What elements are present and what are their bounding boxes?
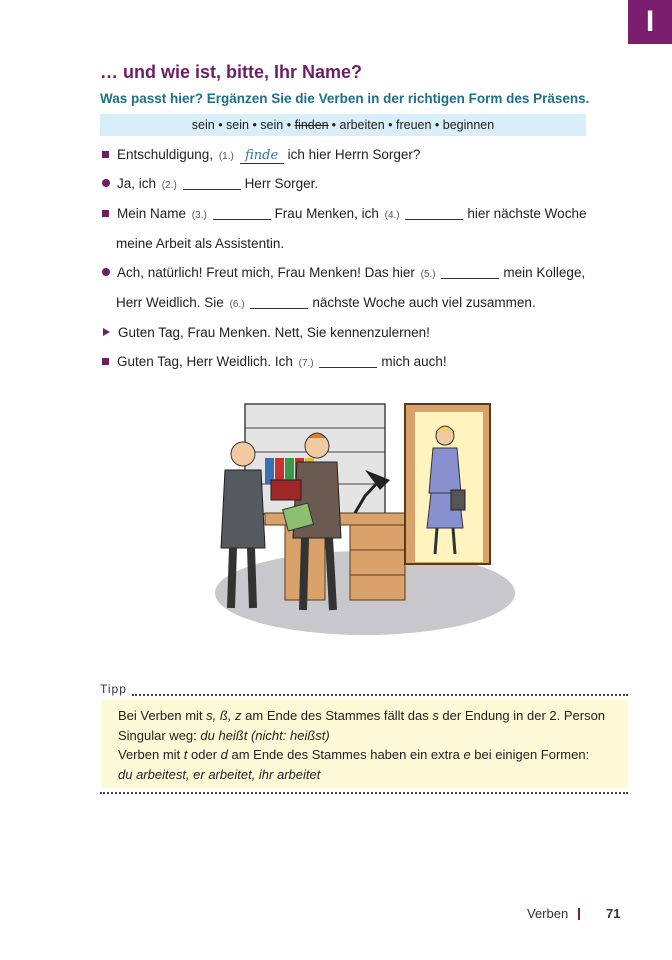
desk-drawers: [350, 525, 405, 600]
dialogue-text: Mein Name: [117, 206, 187, 221]
gap-number: (7.): [298, 358, 314, 369]
dialogue-text: Ja, ich: [117, 176, 157, 191]
dialogue-line-2: [100, 176, 318, 191]
dialogue-line-6: [116, 295, 536, 310]
dialogue-text: Ach, natürlich! Freut mich, Frau Menken! Das hier: [117, 265, 415, 280]
dot-bullet-icon: [102, 268, 110, 276]
gap-blank[interactable]: [183, 177, 241, 190]
tipp-label: Tipp: [100, 682, 127, 696]
footer-section: Verben: [527, 906, 569, 921]
exercise-instruction: Was passt hier? Ergänzen Sie die Verben in der richtigen Form des Präsens.: [100, 91, 590, 106]
gap-number: (4.): [384, 210, 400, 221]
gap-blank[interactable]: [405, 207, 463, 220]
gap-blank[interactable]: [250, 296, 308, 309]
tipp-line-1: Bei Verben mit s, ß, z am Ende des Stammes fällt das s der Endung in der 2. Person: [118, 708, 606, 723]
dialogue-line-8: [100, 354, 447, 369]
dialogue-line-5: [100, 265, 585, 280]
dialogue-text: nächste Woche auch viel zusammen.: [312, 295, 536, 310]
office-illustration: [205, 388, 515, 638]
dialogue-text: Guten Tag, Frau Menken. Nett, Sie kennenzulernen!: [118, 325, 430, 340]
dialogue-text: Guten Tag, Herr Weidlich. Ich: [117, 354, 293, 369]
tipp-top-divider: [132, 694, 628, 696]
page-number: 71: [606, 906, 621, 921]
gap-number: (6.): [229, 299, 245, 310]
tipp-line-4: du arbeitest, er arbeitet, ihr arbeitet: [118, 766, 321, 782]
gap-number: (2.): [161, 180, 177, 191]
tipp-line-2: Singular weg: du heißt (nicht: heißst): [118, 727, 330, 743]
word-box: [100, 114, 586, 136]
tipp-line-3: Verben mit t oder d am Ende des Stammes haben ein extra e bei einigen Formen:: [118, 747, 590, 762]
dialogue-line-1: [100, 147, 420, 164]
gap-answer: finde: [240, 148, 284, 164]
gap-number: (5.): [420, 269, 436, 280]
dialogue-text: Herr Weidlich. Sie: [116, 295, 224, 310]
word-box-struck: finden: [294, 118, 329, 132]
dialogue-line-4: [116, 236, 284, 251]
gap-number: (3.): [191, 210, 207, 221]
dialogue-text: Entschuldigung,: [117, 147, 214, 162]
tipp-bottom-divider: [100, 792, 628, 794]
tipp-box: [102, 700, 628, 788]
dialogue-line-7: [100, 325, 430, 340]
gap-number: (1.): [218, 151, 234, 162]
square-bullet-icon: [102, 358, 109, 365]
gap-blank[interactable]: [441, 266, 499, 279]
footer-divider: [578, 908, 580, 920]
dot-bullet-icon: [102, 179, 110, 187]
dialogue-text: Herr Sorger.: [244, 176, 319, 191]
triangle-bullet-icon: [103, 328, 110, 336]
word-box-after: • arbeiten • freuen • beginnen: [331, 118, 495, 132]
gap-blank[interactable]: [319, 355, 377, 368]
dialogue-text: mein Kollege,: [503, 265, 586, 280]
square-bullet-icon: [102, 210, 109, 217]
dialogue-line-3: [100, 206, 586, 221]
word-box-before: sein • sein • sein •: [191, 118, 292, 132]
square-bullet-icon: [102, 151, 109, 158]
dialogue-text: hier nächste Woche: [467, 206, 587, 221]
dialogue-text: Frau Menken, ich: [274, 206, 379, 221]
dialogue-text: ich hier Herrn Sorger?: [287, 147, 421, 162]
dialogue-text: meine Arbeit als Assistentin.: [116, 236, 285, 251]
gap-blank[interactable]: [213, 207, 271, 220]
page-title: … und wie ist, bitte, Ihr Name?: [100, 62, 363, 82]
chapter-tab: I: [628, 0, 672, 44]
dialogue-text: mich auch!: [381, 354, 447, 369]
